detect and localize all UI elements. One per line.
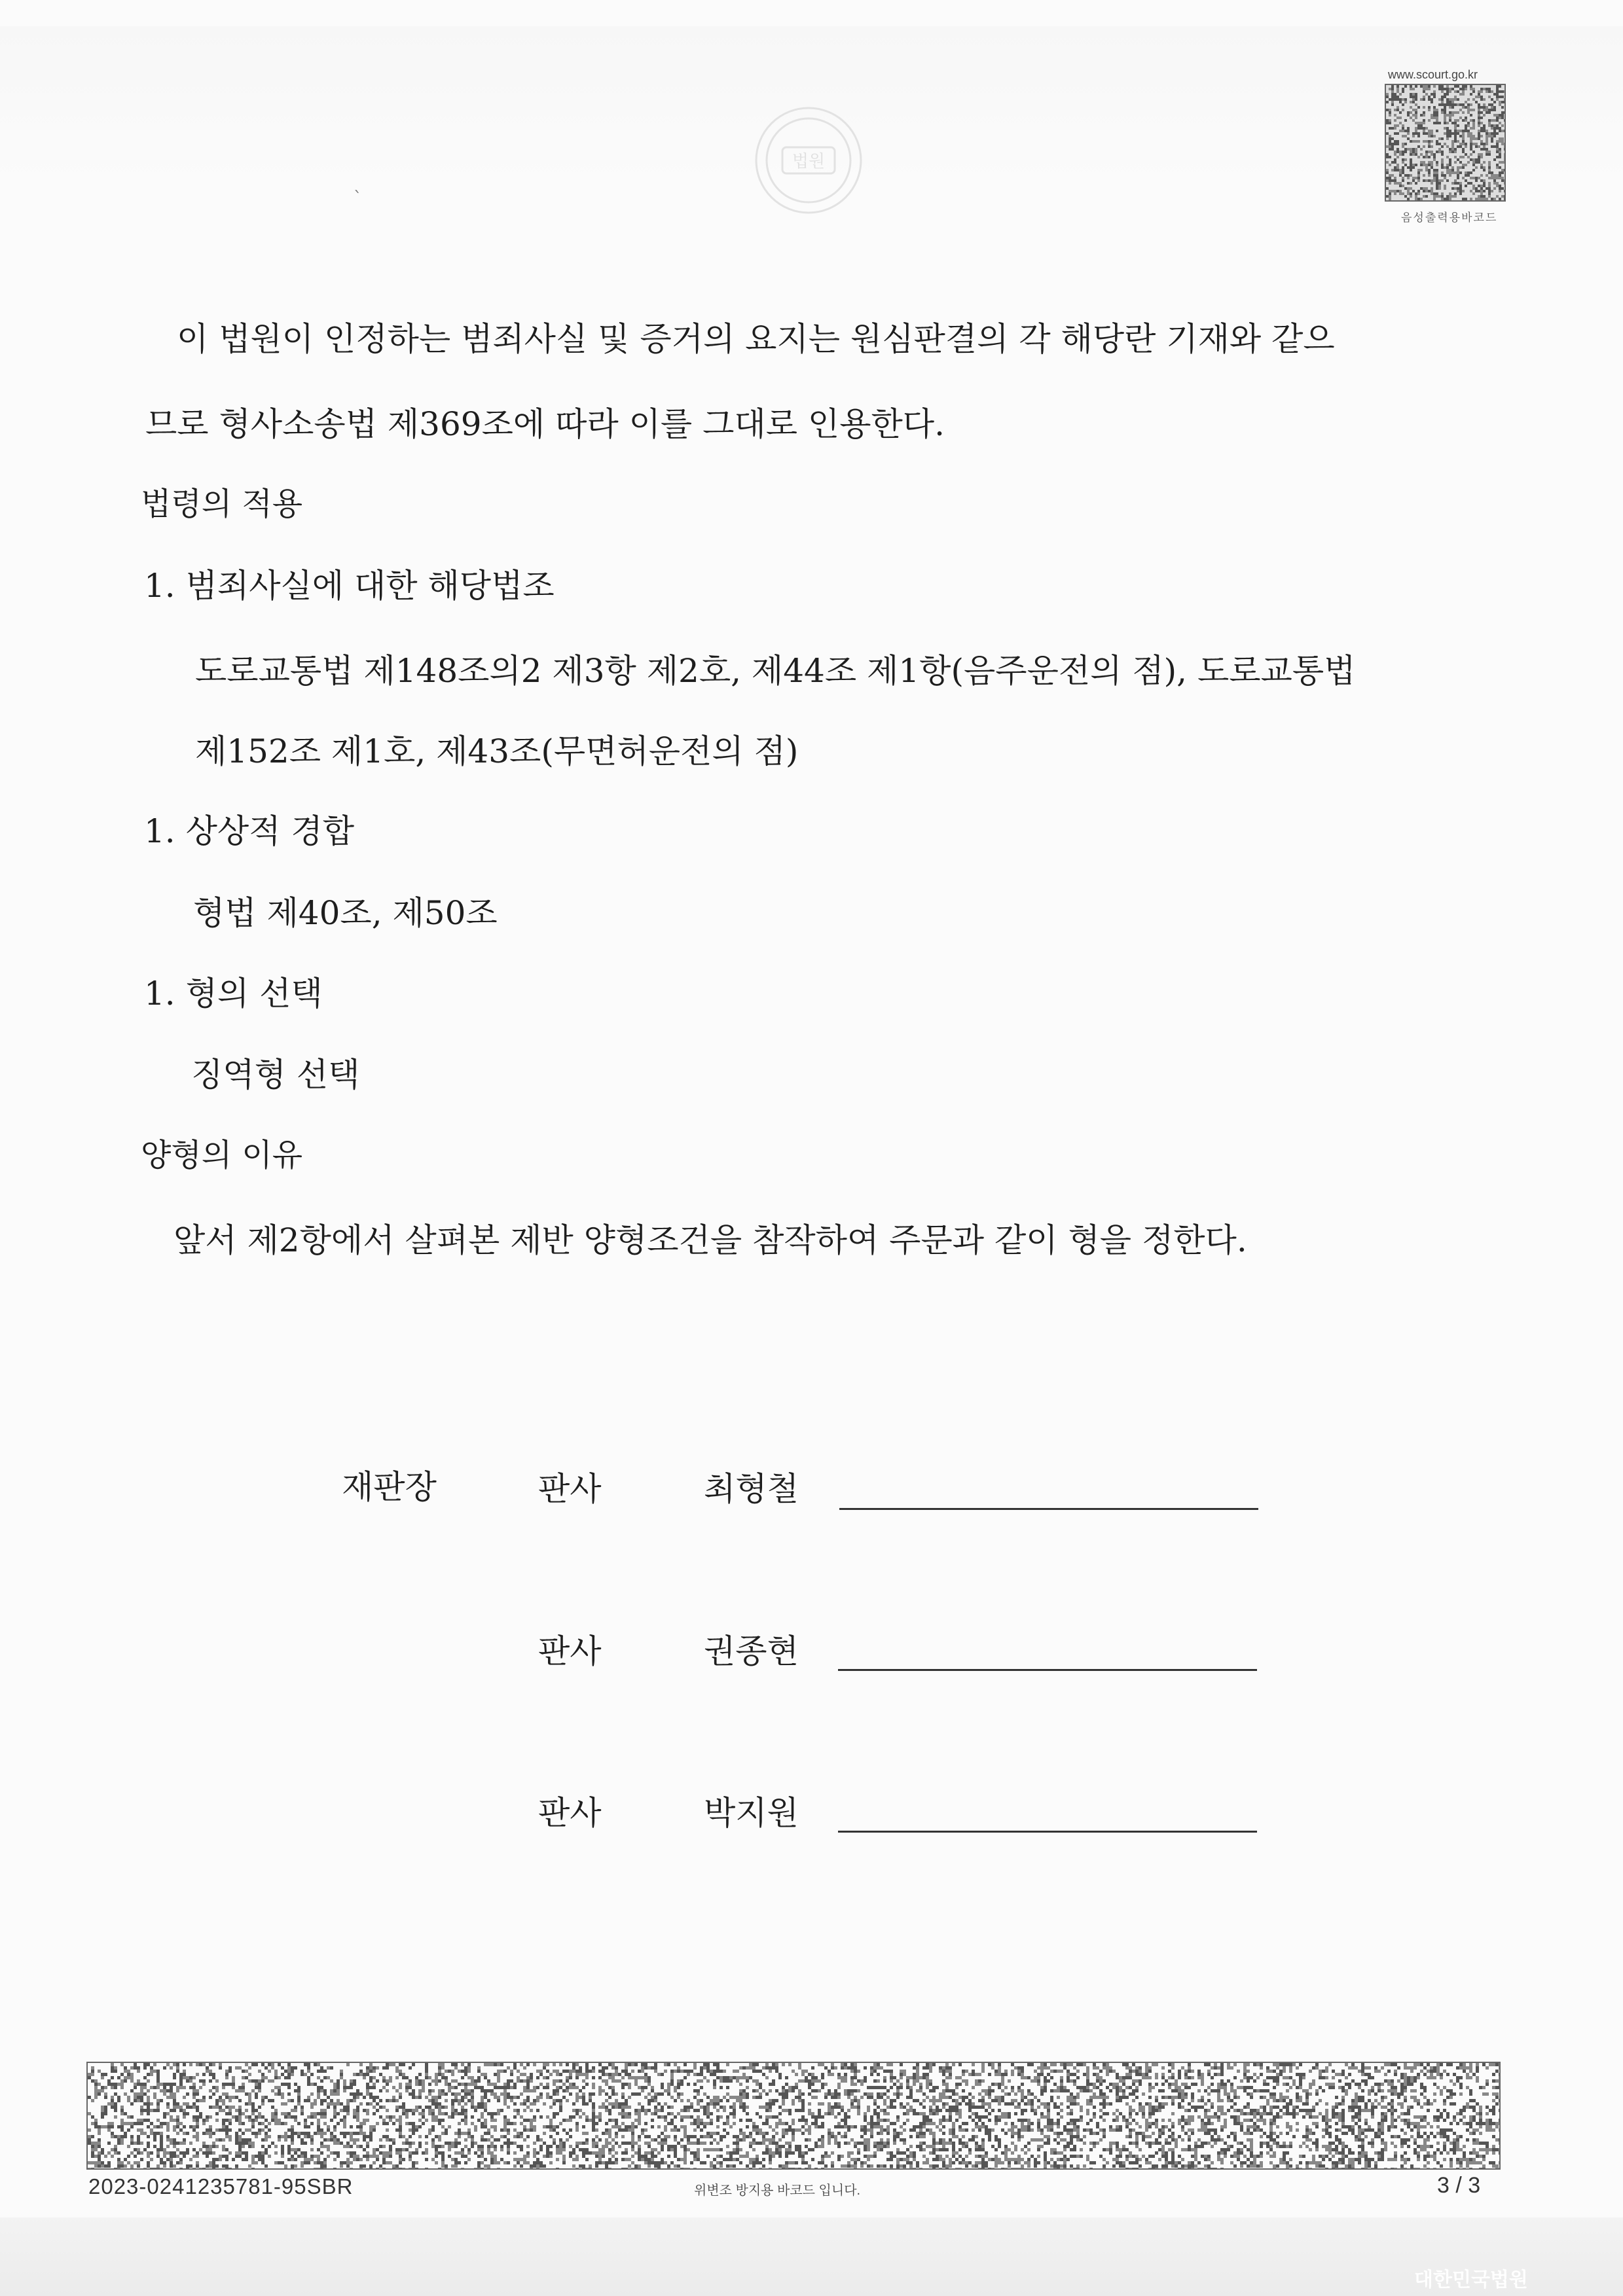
judge-3-name: 박지원 [704, 1794, 799, 1832]
barcode-noise [88, 2063, 1501, 2170]
law-application-heading: 법령의 적용 [141, 486, 303, 522]
scan-mark: ` [354, 188, 362, 208]
court-mark: 대한민국법원 [1414, 2269, 1528, 2291]
judge-2-name: 권종현 [704, 1632, 799, 1670]
judge-2-signature-line [838, 1669, 1257, 1671]
judge-1-name: 최형철 [704, 1470, 799, 1508]
sentencing-reason-text: 앞서 제2항에서 살펴본 제반 양형조건을 참작하여 주문과 같이 형을 정한다. [173, 1221, 1247, 1259]
item-3-title: 1. 형의 선택 [144, 975, 323, 1013]
judge-1-role: 판사 [538, 1470, 602, 1508]
presiding-judge-label: 재판장 [342, 1468, 437, 1506]
court-website: www.scourt.go.kr [1388, 68, 1478, 81]
barcode-caption: 음성출력용바코드 [1401, 211, 1498, 224]
intro-line-1: 이 법원이 인정하는 범죄사실 및 증거의 요지는 원심판결의 각 해당란 기재와 같으 [177, 320, 1335, 358]
item-1-line-2: 제152조 제1호, 제43조(무면허운전의 점) [195, 732, 799, 770]
barcode-pattern [1386, 85, 1506, 202]
voice-output-barcode [1385, 84, 1506, 202]
page-number: 3 / 3 [1437, 2173, 1481, 2198]
seal-text: 법원 [792, 152, 826, 171]
court-seal-watermark [733, 98, 884, 223]
judge-1-signature-line [839, 1508, 1258, 1510]
judge-2-role: 판사 [538, 1632, 602, 1670]
item-3-line-1: 징역형 선택 [191, 1056, 360, 1094]
judge-3-signature-line [838, 1831, 1257, 1833]
item-1-title: 1. 범죄사실에 대한 해당법조 [144, 567, 555, 605]
document-id: 2023-0241235781-95SBR [88, 2174, 354, 2198]
judge-3-role: 판사 [538, 1794, 602, 1832]
footer-band [0, 2217, 1623, 2296]
item-1-line-1: 도로교통법 제148조의2 제3항 제2호, 제44조 제1항(음주운전의 점), 도로교통법 [195, 652, 1356, 690]
item-2-title: 1. 상상적 경합 [144, 812, 354, 850]
sentencing-reason-heading: 양형의 이유 [141, 1137, 303, 1174]
intro-line-2: 므로 형사소송법 제369조에 따라 이를 그대로 인용한다. [145, 405, 945, 443]
barcode-note: 위변조 방지용 바코드 입니다. [694, 2183, 861, 2198]
anti-forgery-barcode [86, 2062, 1501, 2170]
item-2-line-1: 형법 제40조, 제50조 [193, 894, 498, 932]
